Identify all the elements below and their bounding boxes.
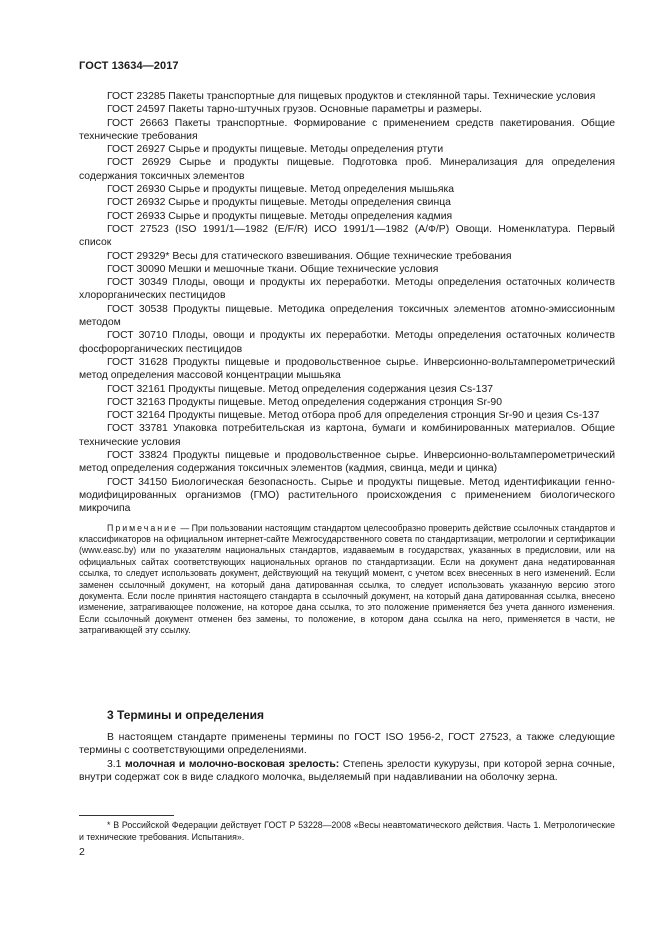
reference-item: ГОСТ 26933 Сырье и продукты пищевые. Методы определения кадмия xyxy=(107,210,453,222)
reference-item: ГОСТ 32164 Продукты пищевые. Метод отбора проб для определения стронция Sr-90 и цезия Cs-137 xyxy=(107,410,600,422)
term-definition: Степень зрелости кукурузы, при которой зерна сочные, внутри содержат сок в виде сладкого молочка, выделяемый при надавливании на оболочку зерна. xyxy=(79,758,615,783)
term-definition-paragraph xyxy=(79,758,615,785)
reference-item: ГОСТ 24597 Пакеты тарно-штучных грузов. Основные параметры и размеры. xyxy=(107,104,482,116)
reference-item: ГОСТ 26930 Сырье и продукты пищевые. Метод определения мышьяка xyxy=(107,184,455,196)
term-name: молочная и молочно-восковая зрелость: xyxy=(125,758,340,770)
footnote-divider xyxy=(79,815,174,816)
reference-item: ГОСТ 32163 Продукты пищевые. Метод определения содержания стронция Sr-90 xyxy=(107,396,502,408)
normative-references-list xyxy=(79,90,615,516)
reference-item: ГОСТ 30710 Плоды, овощи и продукты их переработки. Методы определения остаточных количеств фосфорорганических пестицидов xyxy=(79,330,615,355)
reference-item: ГОСТ 31628 Продукты пищевые и продовольственное сырье. Инверсионно-вольтамперометрический метод определения массовой концентрации мышьяка xyxy=(79,356,615,382)
note-text: — При пользовании настоящим стандартом целесообразно проверить действие ссылочных стандартов и классификаторов на официальном интернет-сайте Межгосударственного совета по стандартизации, метрологии и сертификации (www.easc.by) или по указателям национальных стандартов, издаваемым в государствах, указанных в предисловии, или на официальных сайтах соответствующих национальных органов по стандартизации. Если на документ дана недатированная ссылка, то следует использовать документ, действующий на текущий момент, с учетом всех внесенных в него изменений. Если заменен ссылочный документ, на который дана датированная ссылка, то следует использовать указанную версию этого документа. Если после принятия настоящего стандарта в ссылочный документ, на который дана датированная ссылка, внесено изменение, затрагивающее положение, на которое дана ссылка, то это положение применяется без учета данного изменения. Если ссылочный документ отменен без замены, то положение, в котором дана ссылка на него, применяется в части, не затрагивающей эту ссылку. xyxy=(79,522,615,636)
reference-item: ГОСТ 27523 (ISO 1991/1—1982 (E/F/R) ИСО 1991/1—1982 (А/Ф/Р) Овощи. Номенклатура. Первый список xyxy=(79,223,615,249)
reference-item: ГОСТ 26927 Сырье и продукты пищевые. Методы определения ртути xyxy=(107,144,444,156)
reference-item: ГОСТ 30538 Продукты пищевые. Методика определения токсичных элементов атомно-эмиссионным методом xyxy=(79,303,615,329)
reference-item: ГОСТ 23285 Пакеты транспортные для пищевых продуктов и стеклянной тары. Технические условия xyxy=(107,91,596,102)
reference-item: ГОСТ 26932 Сырье и продукты пищевые. Методы определения свинца xyxy=(107,197,451,209)
section-heading: 3 Термины и определения xyxy=(107,708,265,722)
reference-item: ГОСТ 34150 Биологическая безопасность. Сырье и продукты пищевые. Метод идентификации генно-модифицированных организмов (ГМО) растительного происхождения с применением биологического микрочипа xyxy=(79,476,615,515)
reference-item: ГОСТ 30090 Мешки и мешочные ткани. Общие технические условия xyxy=(107,263,439,275)
note-label: Примечание xyxy=(107,522,178,533)
reference-item: ГОСТ 33781 Упаковка потребительская из картона, бумаги и комбинированных материалов. Общие технические условия xyxy=(79,423,615,448)
document-code-header: ГОСТ 13634—2017 xyxy=(79,60,179,72)
footnote: * В Российской Федерации действует ГОСТ Р 53228—2008 «Весы неавтоматического действия. Часть 1. Метрологические и технические требования. Испытания». xyxy=(79,820,615,842)
reference-item: ГОСТ 26663 Пакеты транспортные. Формирование с применением средств пакетирования. Общие технические требования xyxy=(79,117,615,142)
reference-item: ГОСТ 33824 Продукты пищевые и продовольственное сырье. Инверсионно-вольтамперометрический метод определения содержания токсичных элементов (кадмия, свинца, меди и цинка) xyxy=(79,450,615,475)
reference-item: ГОСТ 29329* Весы для статического взвешивания. Общие технические требования xyxy=(107,250,512,262)
section-terms-and-definitions xyxy=(79,708,615,784)
reference-item: ГОСТ 26929 Сырье и продукты пищевые. Подготовка проб. Минерализация для определения содержания токсичных элементов xyxy=(79,157,615,182)
section-intro: В настоящем стандарте применены термины по ГОСТ ISO 1956-2, ГОСТ 27523, а также следующие термины с соответствующими определениями. xyxy=(79,732,615,757)
reference-item: ГОСТ 32161 Продукты пищевые. Метод определения содержания цезия Cs-137 xyxy=(107,383,494,395)
references-block xyxy=(79,90,615,637)
term-number: 3.1 xyxy=(107,758,126,770)
note-paragraph xyxy=(79,523,615,637)
reference-item: ГОСТ 30349 Плоды, овощи и продукты их переработки. Методы определения остаточных количеств хлорорганических пестицидов xyxy=(79,277,615,302)
page-number: 2 xyxy=(79,847,85,858)
